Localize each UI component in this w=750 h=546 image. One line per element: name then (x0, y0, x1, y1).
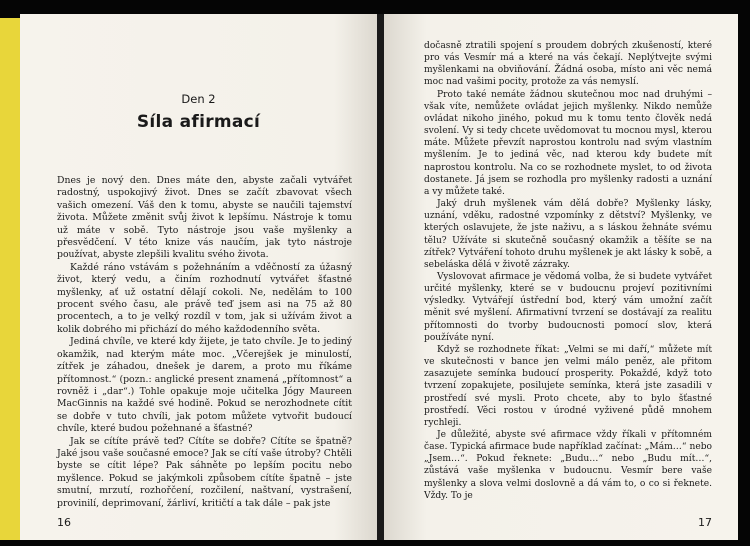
right-page (384, 14, 738, 540)
paragraph: Proto také nemáte žádnou skutečnou moc nad druhými – však víte, nemůžete ovládat jejich myšlenky. Nikdo nemůže ovládat nikoho jiného, pokud mu k tomu tento člověk nedá svolení. Vy si tedy chcete uvědomovat tu mocnou mysl, kterou máte. Můžete převzít naprostou kontrolu nad svým vlastním myšlením. Je to jediná věc, nad kterou kdy budete mít naprostou kontrolu. Na co se rozhodnete myslet, to od života dostanete. Já jsem se rozhodla pro myšlenky radosti a uznání a vy můžete také. (424, 89, 712, 197)
chapter-day-label: Den 2 (181, 92, 216, 106)
paragraph: Je důležité, abyste své afirmace vždy říkali v přítomném čase. Typická afirmace bude například začínat: „Mám…“ nebo „Jsem…“. Pokud řeknete: „Budu…“ nebo „Budu mít…“, zůstává vaše myšlenka v budoucnu. Vesmír bere vaše myšlenky a slova velmi doslovně a dá vám to, o co si řeknete. Vždy. To je (424, 430, 712, 501)
page-number-left: 16 (57, 516, 71, 529)
book-gutter (377, 14, 384, 540)
left-page (20, 14, 377, 540)
chapter-title: Síla afirmací (136, 112, 261, 132)
paragraph: Jak se cítíte právě teď? Cítíte se dobře? Cítíte se špatně? Jaké jsou vaše současné emoce? Jak se cítí vaše útroby? Chtěli byste se cítit lépe? Pak sáhněte po lepším pocitu nebo myšlence. Pokud se jakýmkoli způsobem cítíte špatně – jste smutní, mrzutí, rozhořčení, rozčilení, naštvaní, vystrašení, provinilí, deprimovaní, žárliví, kritičtí a tak dále – pak jste (57, 435, 352, 509)
paragraph: dočasně ztratili spojení s proudem dobrých zkušeností, které pro vás Vesmír má a které na vás čekají. Neplýtvejte svými myšlenkami na obviňování. Žádná osoba, místo ani věc nemá moc nad vašimi pocity, protože za vás nemyslí. (424, 41, 712, 88)
book-cover-edge (0, 18, 20, 540)
paragraph: Dnes je nový den. Dnes máte den, abyste začali vytvářet radostný, uspokojivý život. Dnes se začít zbavovat všech vašich omezení. Váš den k tomu, abyste se naučili tajemství života. Můžete změnit svůj život k lepšímu. Nástroje k tomu už máte v sobě. Tyto nástroje jsou vaše myšlenky a přesvědčení. V této knize vás naučím, jak tyto nástroje používat, abyste zlepšili kvalitu svého života. (57, 175, 352, 261)
left-page-text (57, 175, 352, 510)
paragraph: Každé ráno vstávám s požehnáním a vděčností za úžasný život, který vedu, a činím rozhodnutí vytvářet šťastné myšlenky, ať už ostatní dělají cokoli. Ne, nedělám to 100 procent svého času, ale právě teď jsem asi na 75 až 80 procentech, a to je velký rozdíl v tom, jak si užívám život a kolik dobrého mi přichází do mého každodenního světa. (57, 261, 352, 335)
right-page-text (424, 40, 712, 502)
paragraph: Když se rozhodnete říkat: „Velmi se mi daří,“ můžete mít ve skutečnosti v bance jen velmi málo peněz, ale přitom zasazujete semínka budoucí prosperity. Pokaždé, když toto tvrzení zopakujete, posilujete semínka, která jste zasadili v prostředí své mysli. Proto chcete, aby to bylo šťastné prostředí. Věci rostou v úrodné vyživené půdě mnohem rychleji. (424, 344, 712, 428)
paragraph: Jediná chvíle, ve které kdy žijete, je tato chvíle. Je to jediný okamžik, nad kterým máte moc. „Včerejšek je minulostí, zítřek je záhadou, dnešek je darem, a proto mu říkáme přítomnost.“ (pozn.: anglické present znamená „přítomnost“ a rovněž i „dar“.) Tohle opakuje moje učitelka Jógy Maureen MacGinnis na každé své hodině. Pokud se nerozhodnete cítit se dobře v tuto chvíli, jak potom můžete vytvořit budoucí chvíle, které budou požehnané a šťastné? (57, 336, 352, 435)
paragraph: Jaký druh myšlenek vám dělá dobře? Myšlenky lásky, uznání, vděku, radostné vzpomínky z dětství? Myšlenky, ve kterých oslavujete, že jste naživu, a s láskou žehnáte svému tělu? Užíváte si skutečně současný okamžik a těšíte se na zítřek? Vytváření tohoto druhu myšlenek je akt lásky k sobě, a sebeláska dělá v životě zázraky. (424, 199, 712, 270)
page-number-right: 17 (698, 516, 712, 529)
paragraph: Vyslovovat afirmace je vědomá volba, že si budete vytvářet určité myšlenky, které se v budoucnu projeví pozitivními výsledky. Vytvářejí ústřední bod, který vám umožní začít měnit své myšlení. Afirmativní tvrzení se dostávají za realitu přítomnosti do tvorby budoucnosti pomocí slov, která používáte nyní. (424, 271, 712, 343)
